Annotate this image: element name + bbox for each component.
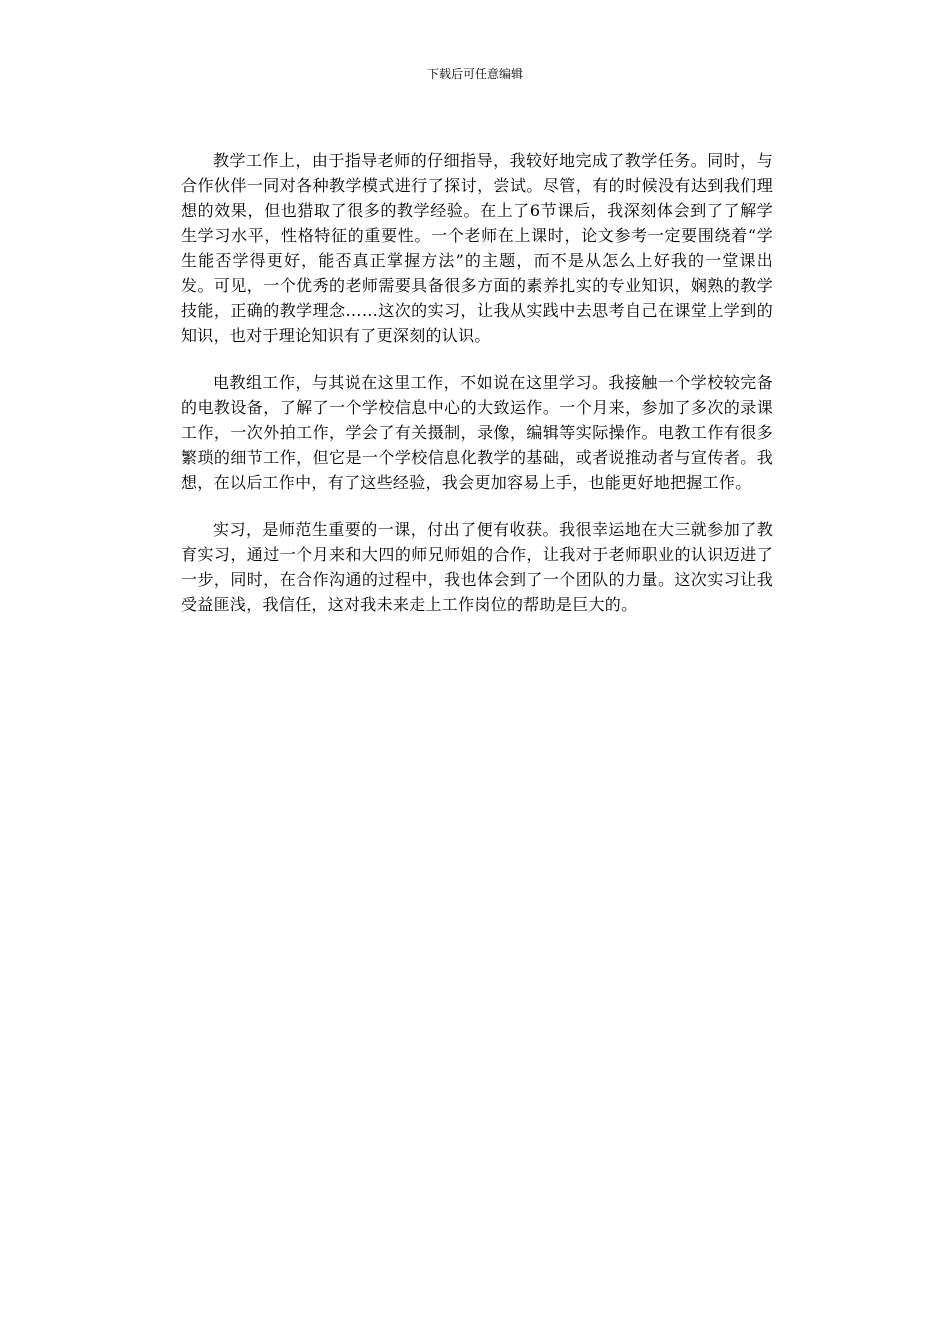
paragraph-teaching: 教学工作上，由于指导老师的仔细指导，我较好地完成了教学任务。同时，与合作伙伴一同对各种教学模式进行了探讨，尝试。尽管，有的时候没有达到我们理想的效果，但也猎取了很多的教学经验。在上了6节课后，我深刻体会到了了解学生学习水平，性格特征的重要性。一个老师在上课时，论文参考一定要围绕着“学生能否学得更好，能否真正掌握方法”的主题，而不是从怎么上好我的一堂课出发。可见，一个优秀的老师需要具备很多方面的素养扎实的专业知识，娴熟的教学技能，正确的教学理念……这次的实习，让我从实践中去思考自己在课堂上学到的知识，也对于理论知识有了更深刻的认识。	[181, 151, 773, 345]
paragraph-internship: 实习，是师范生重要的一课，付出了便有收获。我很幸运地在大三就参加了教育实习，通过一个月来和大四的师兄师姐的合作，让我对于老师职业的认识迈进了一步，同时，在合作沟通的过程中，我也体会到了一个团队的力量。这次实习让我受益匪浅，我信任，这对我未来走上工作岗位的帮助是巨大的。	[181, 520, 773, 614]
paragraph-av-group: 电教组工作，与其说在这里工作，不如说在这里学习。我接触一个学校较完备的电教设备，了解了一个学校信息中心的大致运作。一个月来，参加了多次的录课工作，一次外拍工作，学会了有关摄制，录像，编辑等实际操作。电教工作有很多繁琐的细节工作，但它是一个学校信息化教学的基础，或者说推动者与宣传者。我想，在以后工作中，有了这些经验，我会更加容易上手，也能更好地把握工作。	[181, 373, 773, 492]
page-header: 下载后可任意编辑	[426, 67, 523, 81]
document-body	[181, 148, 773, 639]
